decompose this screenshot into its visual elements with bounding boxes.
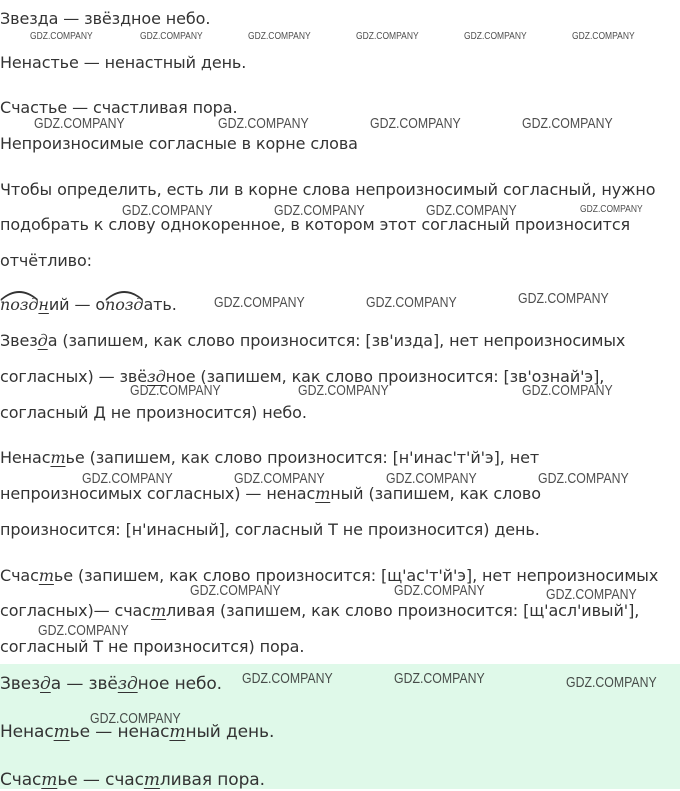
watermark: GDZ.COMPANY <box>518 290 609 307</box>
rule-line-2: подобрать к слову однокоренное, в котором этот согласный произносится <box>0 215 631 234</box>
answer-line-3 <box>0 769 265 791</box>
text: ное (запишем, как слово произносится: [зв'ознай'э], <box>165 367 605 386</box>
dash-text: — о <box>69 295 106 314</box>
watermark: GDZ.COMPANY <box>522 382 613 399</box>
intro-line-2: Ненастье — ненастный день. <box>0 53 247 72</box>
text: непроизносимых согласных) — ненас <box>0 484 316 503</box>
marked-letter: д <box>40 674 51 694</box>
marked-letter: т <box>150 601 167 620</box>
watermark: GDZ.COMPANY <box>248 31 311 42</box>
word-rest: ать. <box>143 295 177 314</box>
watermark: GDZ.COMPANY <box>82 470 173 487</box>
marked-letter: д <box>37 331 48 350</box>
watermark: GDZ.COMPANY <box>522 115 613 132</box>
marked-letter: т <box>315 484 331 503</box>
watermark: GDZ.COMPANY <box>386 470 477 487</box>
rule-heading: Непроизносимые согласные в корне слова <box>0 134 358 153</box>
text: ное небо. <box>137 674 222 694</box>
marked-letter: зд <box>117 674 138 694</box>
marked-letter: т <box>53 722 70 742</box>
watermark: GDZ.COMPANY <box>218 115 309 132</box>
text: согласных) — звё <box>0 367 147 386</box>
text: а (запишем, как слово произносится: [зв'изда], нет непроизносимых <box>47 331 626 350</box>
intro-line-1: Звезда — звёздное небо. <box>0 9 211 28</box>
root-text: позд <box>105 295 144 314</box>
watermark: GDZ.COMPANY <box>394 582 485 599</box>
watermark: GDZ.COMPANY <box>572 31 635 42</box>
watermark: GDZ.COMPANY <box>34 115 125 132</box>
text: ье — ненас <box>69 722 170 742</box>
watermark: GDZ.COMPANY <box>370 115 461 132</box>
text: Счас <box>0 770 42 790</box>
text: согласных)— счас <box>0 601 151 620</box>
text: а — звё <box>50 674 118 694</box>
text: ный (запишем, как слово <box>330 484 541 503</box>
watermark: GDZ.COMPANY <box>366 294 457 311</box>
word-rest: ий <box>48 295 70 314</box>
watermark: GDZ.COMPANY <box>38 622 129 639</box>
watermark: GDZ.COMPANY <box>394 670 485 687</box>
marked-letter: т <box>50 448 66 467</box>
watermark: GDZ.COMPANY <box>122 202 213 219</box>
marked-letter: т <box>169 722 186 742</box>
text: Счас <box>0 566 39 585</box>
watermark: GDZ.COMPANY <box>546 586 637 603</box>
watermark: GDZ.COMPANY <box>30 31 93 42</box>
watermark: GDZ.COMPANY <box>426 202 517 219</box>
text: Ненас <box>0 448 51 467</box>
root-arc-1 <box>0 294 38 316</box>
watermark: GDZ.COMPANY <box>464 31 527 42</box>
watermark: GDZ.COMPANY <box>140 31 203 42</box>
p1-line-3: согласный Д не произносится) небо. <box>0 403 307 422</box>
watermark: GDZ.COMPANY <box>90 710 181 727</box>
p1-line-1 <box>0 330 625 352</box>
example-line <box>0 294 177 316</box>
p3-line-3: согласный Т не произносится) пора. <box>0 637 305 656</box>
root-text: позд <box>0 295 39 314</box>
marked-letter: т <box>38 566 54 585</box>
watermark: GDZ.COMPANY <box>566 674 657 691</box>
p3-line-1 <box>0 565 658 587</box>
p2-line-3: произносится: [н'инасный], согласный Т не произносится) день. <box>0 520 540 539</box>
watermark: GDZ.COMPANY <box>234 470 325 487</box>
text: ье (запишем, как слово произносится: [н'инас'т'й'э], нет <box>65 448 540 467</box>
text: ье — счас <box>57 770 144 790</box>
rule-line-1: Чтобы определить, есть ли в корне слова непроизносимый согласный, нужно <box>0 180 656 199</box>
text: ливая пора. <box>159 770 265 790</box>
watermark: GDZ.COMPANY <box>242 670 333 687</box>
marked-letter: т <box>41 770 58 790</box>
watermark: GDZ.COMPANY <box>580 204 643 215</box>
text: ливая (запишем, как слово произносится: [щ'асл'ивый'], <box>166 601 640 620</box>
watermark: GDZ.COMPANY <box>190 582 281 599</box>
text: Звез <box>0 674 41 694</box>
marked-letter: зд <box>146 367 166 386</box>
marked-letter: т <box>143 770 160 790</box>
text: Звез <box>0 331 38 350</box>
rule-line-3: отчётливо: <box>0 251 92 270</box>
root-arc-2 <box>105 294 143 316</box>
watermark: GDZ.COMPANY <box>298 382 389 399</box>
root-arc-icon <box>0 290 38 300</box>
p3-line-2 <box>0 600 639 622</box>
text: Ненас <box>0 722 54 742</box>
watermark: GDZ.COMPANY <box>130 382 221 399</box>
watermark: GDZ.COMPANY <box>356 31 419 42</box>
watermark: GDZ.COMPANY <box>274 202 365 219</box>
text: ье (запишем, как слово произносится: [щ'ас'т'й'э], нет непроизносимых <box>53 566 659 585</box>
watermark: GDZ.COMPANY <box>538 470 629 487</box>
answer-line-1 <box>0 673 222 695</box>
text: ный день. <box>185 722 275 742</box>
marked-letter: н <box>38 295 49 314</box>
watermark: GDZ.COMPANY <box>214 294 305 311</box>
root-arc-icon <box>105 290 143 300</box>
p2-line-1 <box>0 447 539 469</box>
intro-line-3: Счастье — счастливая пора. <box>0 98 238 117</box>
